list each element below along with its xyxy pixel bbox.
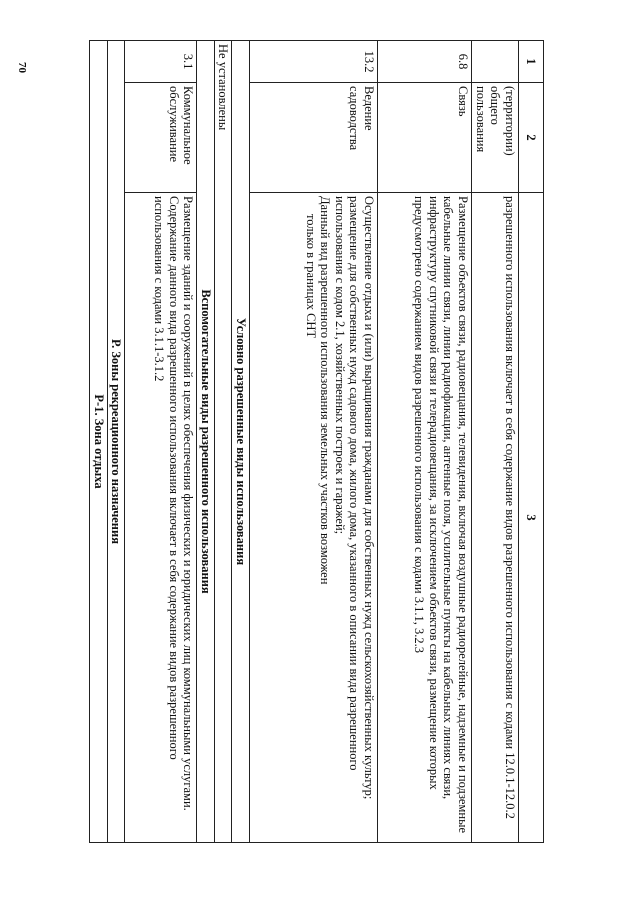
row-description: Размещение объектов связи, радиовещания, телевидения, включая воздушные радиорелейные, надземные и подземные кабельные линии связи, линии радиофикации, антенные поля, усилительные пункты на кабельных линиях связи, инфраструктуру спутниковой связи и телерадиовещания, за исключением объектов связи, размещение которых предусмотрено содержанием видов разрешенного использования с кодами 3.1.1, 3.2.3 [378, 193, 472, 843]
table-row [378, 41, 472, 843]
row-code: 13.2 [250, 41, 378, 83]
zone-title: Р-1. Зона отдыха [90, 41, 108, 843]
row-name: Коммунальное обслуживание [125, 83, 197, 193]
not-set-text: Не установлены [214, 41, 232, 843]
land-use-table [89, 40, 544, 843]
table-row [214, 41, 232, 843]
row-description: Размещение зданий и сооружений в целях обеспечения физических и юридических лиц коммунальными услугами. Содержание данного вида разрешенного использования включает в себя содержание видов разрешенного использования с кодами 3.1.1-3.1.2 [125, 193, 197, 843]
section-row [232, 41, 250, 843]
column-header-2: 2 [519, 83, 544, 193]
section-row [90, 41, 108, 843]
table-row [250, 41, 378, 843]
description-line: только в границах СНТ [303, 214, 318, 339]
header-row [519, 41, 544, 843]
conditional-uses-title: Условно разрешенные виды использования [232, 41, 250, 843]
row-description: разрешенного использования включает в себя содержание видов разрешенного использования с кодами 12.0.1-12.0.2 [472, 193, 519, 843]
page-number: 70 [16, 62, 28, 73]
row-code: 3.1 [125, 41, 197, 83]
row-description [250, 193, 378, 843]
table-row [125, 41, 197, 843]
row-code: 6.8 [378, 41, 472, 83]
row-name: Ведение садоводства [250, 83, 378, 193]
section-row [197, 41, 215, 843]
row-code [472, 41, 519, 83]
row-name: Связь [378, 83, 472, 193]
description-line: Осуществление отдыха и (или) выращивания гражданами для собственных нужд сельскохозяйственных культур; [362, 196, 377, 800]
column-header-1: 1 [519, 41, 544, 83]
zone-group-title: Р. Зоны рекреационного назначения [107, 41, 125, 843]
row-name: (территории) общего пользования [472, 83, 519, 193]
description-line: Данный вид разрешенного использования земельных участков возможен [318, 196, 333, 585]
auxiliary-uses-title: Вспомогательные виды разрешенного использования [197, 41, 215, 843]
table-row [472, 41, 519, 843]
section-row [107, 41, 125, 843]
rotated-table-container [74, 40, 544, 842]
description-line: размещение для собственных нужд садового дома, жилого дома, указанного в описании вида разрешенного использования с кодом 2.1, хозяйственных построек и гаражей; [332, 196, 362, 771]
column-header-3: 3 [519, 193, 544, 843]
